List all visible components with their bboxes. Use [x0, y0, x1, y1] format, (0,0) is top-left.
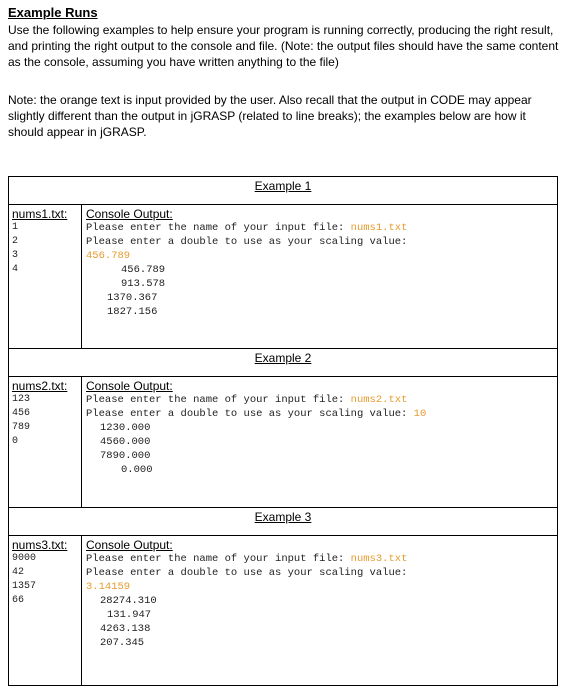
file-line: 3: [12, 250, 19, 261]
user-input-text: nums1.txt: [350, 222, 408, 234]
output-line: 131.947: [107, 609, 152, 621]
console-line: [82, 566, 557, 580]
user-input-text: 10: [413, 408, 427, 420]
file-line: 9000: [12, 553, 37, 564]
output-line: 7890.000: [100, 450, 151, 462]
file-line: 123: [12, 394, 31, 405]
example-2-title-row: [9, 349, 558, 377]
example-1-body: [9, 205, 558, 349]
file-line: 1357: [12, 581, 37, 592]
file-line: 42: [12, 567, 25, 578]
prompt-text: Please enter a double to use as your scaling value:: [86, 567, 408, 579]
intro-paragraph: Use the following examples to help ensure your program is running correctly, producing the right result, and printing the right output to the console and file. (Note: the output files should have the same content as the console, assuming you have written anything to the file): [8, 23, 559, 69]
prompt-text: Please enter the name of your input file:: [86, 553, 351, 565]
console-line: [82, 235, 557, 249]
output-line: 4263.138: [100, 623, 151, 635]
console-line: [82, 552, 557, 566]
file-line: 4: [12, 264, 19, 275]
example-title: Example 1: [254, 179, 312, 193]
example-3-body: [9, 536, 558, 686]
note-paragraph: Note: the orange text is input provided by the user. Also recall that the output in CODE may appear slightly different than the output in jGRASP (related to line breaks); the examples below are how it should appear in jGRASP.: [8, 93, 532, 139]
input-file-cell: [9, 377, 82, 508]
output-line: 1230.000: [100, 422, 151, 434]
console-line: [82, 221, 557, 235]
console-cell: [82, 205, 558, 349]
file-line: 1: [12, 222, 19, 233]
output-line: 913.578: [121, 278, 166, 290]
file-line: 66: [12, 595, 25, 606]
console-label: Console Output:: [86, 207, 173, 221]
console-line: [82, 249, 557, 263]
example-1-title-row: [9, 177, 558, 205]
output-line: 0.000: [121, 464, 153, 476]
input-file-cell: [9, 536, 82, 686]
output-line: 28274.310: [100, 595, 157, 607]
console-label: Console Output:: [86, 379, 173, 393]
output-line: 1827.156: [107, 306, 158, 318]
example-title: Example 2: [254, 351, 312, 365]
output-line: 207.345: [100, 637, 145, 649]
console-line: [82, 407, 557, 421]
console-line: [82, 580, 557, 594]
console-cell: [82, 536, 558, 686]
file-line: 456: [12, 408, 31, 419]
examples-table: [8, 176, 558, 686]
file-label: nums3.txt:: [12, 538, 68, 552]
file-label: nums1.txt:: [12, 207, 68, 221]
prompt-text: Please enter the name of your input file:: [86, 394, 351, 406]
prompt-text: Please enter a double to use as your scaling value:: [86, 236, 408, 248]
output-line: 4560.000: [100, 436, 151, 448]
console-label: Console Output:: [86, 538, 173, 552]
output-line: 456.789: [121, 264, 166, 276]
console-line: [82, 393, 557, 407]
output-line: 1370.367: [107, 292, 158, 304]
example-title: Example 3: [254, 510, 312, 524]
file-line: 0: [12, 436, 19, 447]
user-input-text: 456.789: [86, 250, 131, 262]
example-2-body: [9, 377, 558, 508]
user-input-text: 3.14159: [86, 581, 131, 593]
user-input-text: nums2.txt: [350, 394, 408, 406]
page-heading: Example Runs: [8, 5, 98, 20]
prompt-text: Please enter the name of your input file:: [86, 222, 351, 234]
file-line: 789: [12, 422, 31, 433]
prompt-text: Please enter a double to use as your scaling value:: [86, 408, 414, 420]
file-label: nums2.txt:: [12, 379, 68, 393]
input-file-cell: [9, 205, 82, 349]
user-input-text: nums3.txt: [350, 553, 408, 565]
file-line: 2: [12, 236, 19, 247]
console-cell: [82, 377, 558, 508]
example-3-title-row: [9, 508, 558, 536]
